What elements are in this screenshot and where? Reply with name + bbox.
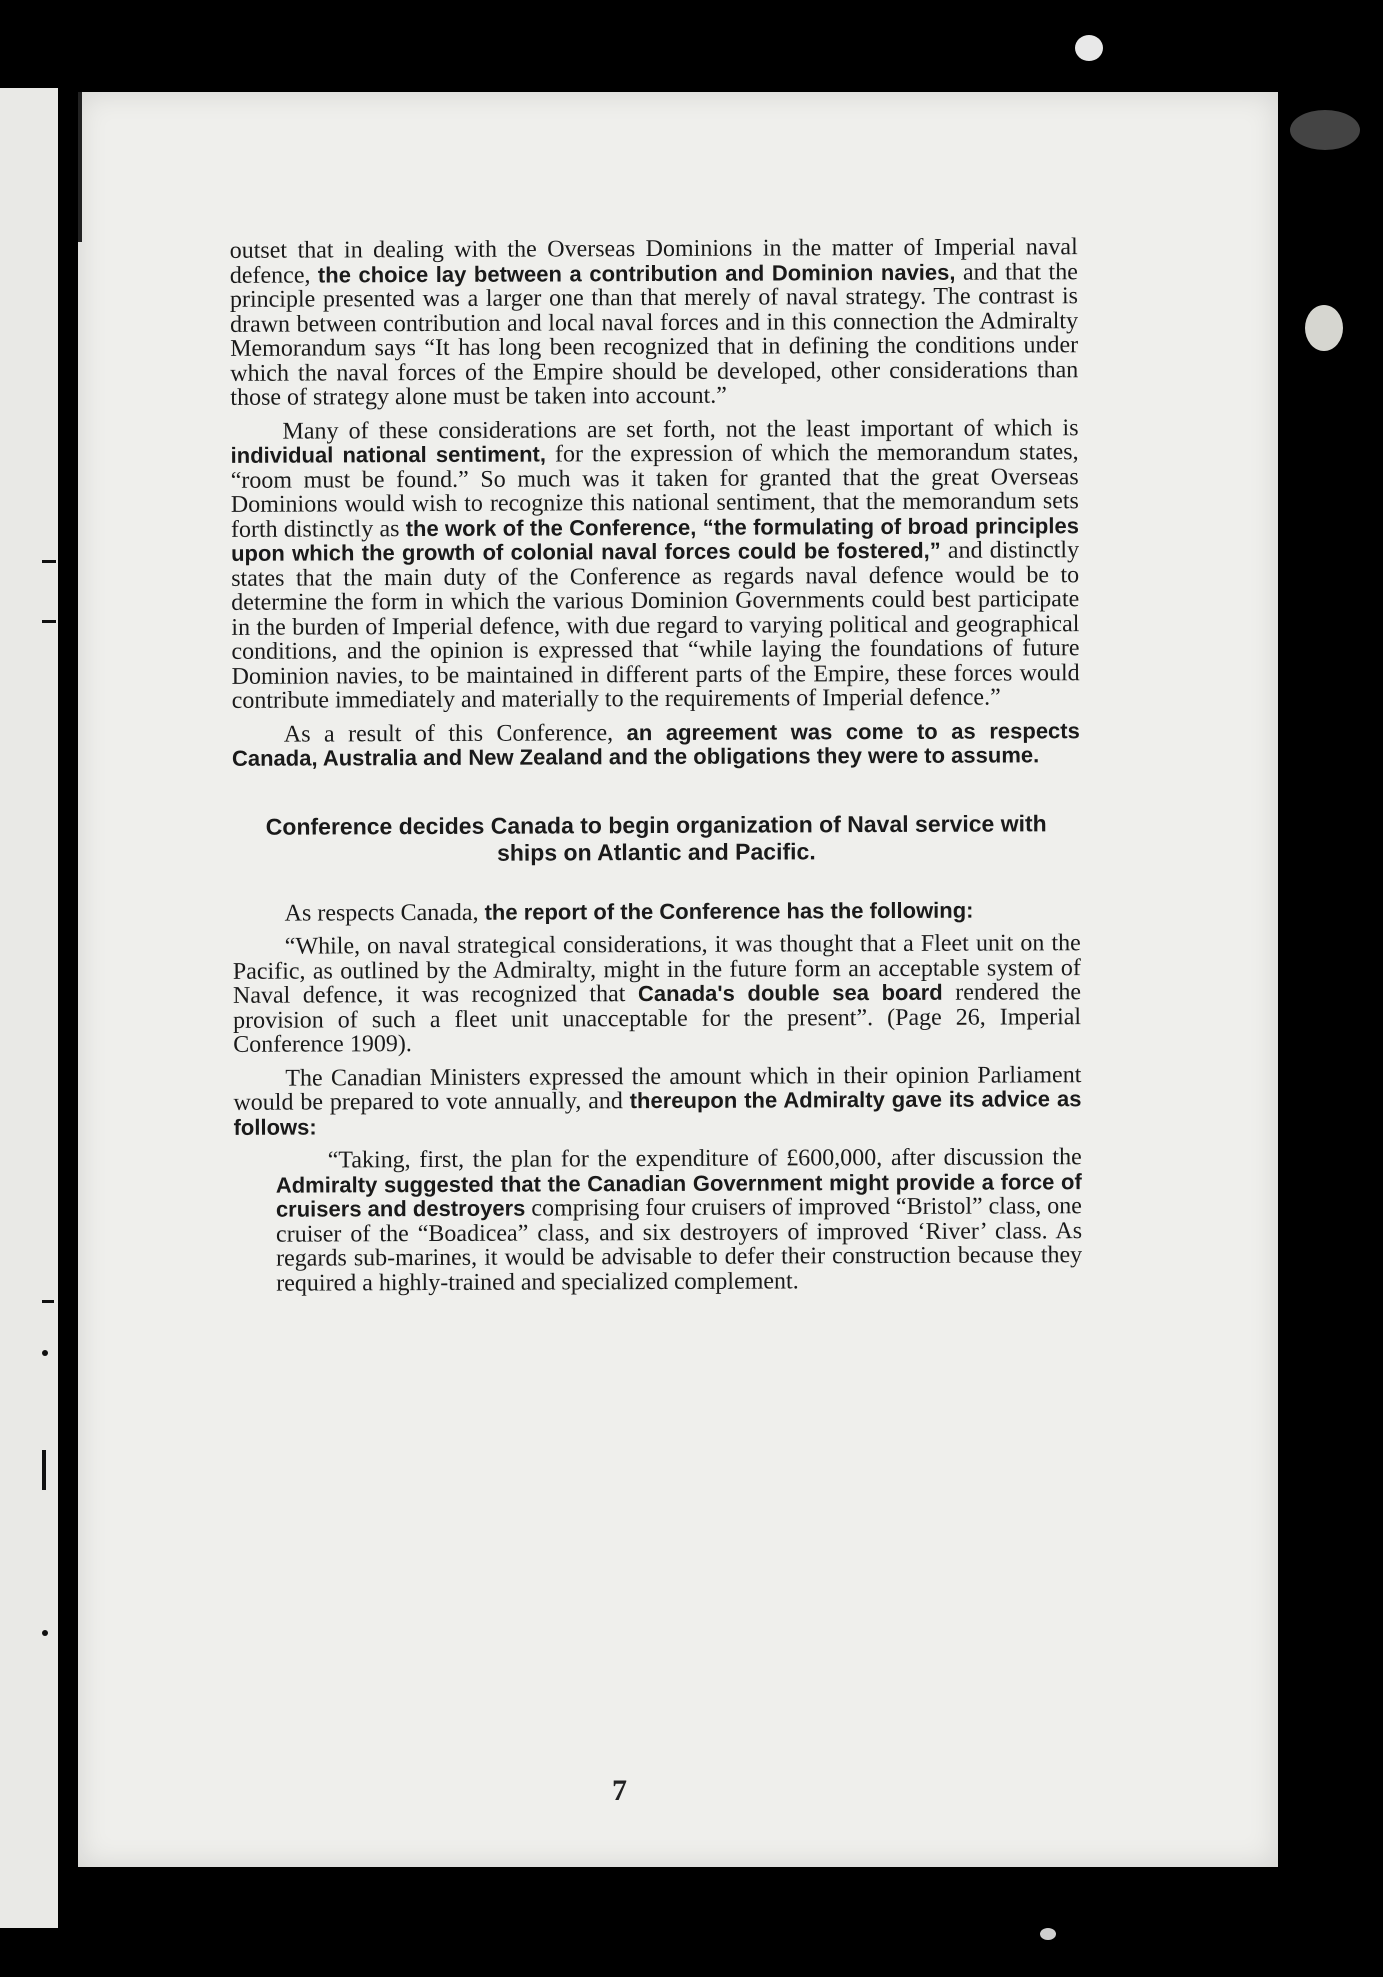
previous-page-edge (0, 88, 58, 1928)
scan-speck (1305, 305, 1343, 351)
paragraph (230, 235, 1079, 410)
page-number: 7 (612, 1774, 627, 1807)
paragraph (233, 898, 1081, 926)
bold-text-segment: Admiralty suggested that the Canadian Government might provide a force of cruisers and destroyers (275, 1168, 1082, 1222)
bold-text-segment: thereupon the Admiralty gave its advice as follows: (233, 1086, 1082, 1140)
paragraph (230, 416, 1079, 714)
bold-text-segment: Canada's double sea board (637, 979, 943, 1007)
page-edge-shadow (78, 92, 82, 242)
scan-speck (1075, 35, 1103, 61)
scan-speck (1040, 1928, 1056, 1940)
text-segment: for the expression of which the memorandum states, “room must be found.” So much was it taken for granted that the great Overseas Dominions would wish to recognize this national sentiment, that the memorandum sets forth distinctly as (230, 439, 1079, 543)
margin-tick-mark (42, 560, 56, 563)
bold-text-segment: the report of the Conference has the following: (484, 897, 974, 925)
paragraphs-before-heading (230, 235, 1080, 771)
scan-speck (1290, 110, 1360, 150)
text-segment: and that the principle presented was a larger one than that merely of naval strategy. The contrast is drawn between contribution and local naval forces and in this connection the Admiralty Memorandum says “It has long been recognized that in defining the conditions under which the naval forces of the Empire should be developed, other considerations than those of strategy alone must be taken into account.” (229, 258, 1079, 411)
text-segment: comprising four cruisers of improved “Bristol” class, one cruiser of the “Boadicea” class, and six destroyers of improved ‘River’ class. As regards sub-marines, it would be advisable to defer their construction because they required a highly-trained and specialized complement. (275, 1193, 1083, 1297)
bold-text-segment: an agreement was come to as respects Canada, Australia and New Zealand and the obligations they were to assume. (231, 717, 1080, 771)
margin-tick-mark (42, 1630, 48, 1636)
paragraph (233, 931, 1082, 1057)
bold-text-segment: individual national sentiment, (230, 441, 546, 468)
margin-tick-mark (42, 620, 56, 623)
section-heading: Conference decides Canada to begin organization of Naval service with ships on Atlantic and Pacific. (265, 809, 1047, 866)
margin-tick-mark (42, 1450, 46, 1490)
document-text (230, 235, 1083, 1305)
text-segment: outset that in dealing with the Overseas Dominions in the matter of Imperial naval defence, (229, 234, 1078, 289)
text-segment: The Canadian Ministers expressed the amount which in their opinion Parliament would be prepared to vote annually, and (233, 1061, 1082, 1116)
bold-text-segment: the choice lay between a contribution and Dominion navies, (317, 259, 956, 287)
text-segment: “Taking, first, the plan for the expenditure of £600,000, after discussion the (327, 1144, 1082, 1174)
paragraphs-after-heading (233, 898, 1083, 1296)
bold-text-segment: the work of the Conference, “the formulating of broad principles upon which the growth of colonial naval forces could be fostered,” (230, 512, 1079, 566)
text-segment: Many of these considerations are set forth, not the least important of which is (282, 414, 1079, 445)
text-segment: “While, on naval strategical considerations, it was thought that a Fleet unit on the Pacific, as outlined by the Admiralty, might in the future form an acceptable system of Naval defence, it was recognized that (232, 930, 1081, 1009)
text-segment: As a result of this Conference, (283, 719, 627, 748)
paragraph (232, 719, 1080, 772)
margin-tick-mark (42, 1350, 48, 1356)
paragraph (276, 1145, 1083, 1296)
margin-tick-mark (42, 1300, 54, 1303)
text-segment: rendered the provision of such a fleet unit unacceptable for the present”. (Page 26, Imperial Conference 1909). (233, 979, 1082, 1058)
text-segment: As respects Canada, (284, 899, 485, 927)
paragraph (233, 1063, 1081, 1140)
text-segment: and distinctly states that the main duty of the Conference as regards naval defence would be to determine the form in which the various Dominion Governments could best participate in the burden of Imperial defence, with due regard to varying political and geographical conditions, and the opinion is expressed that “while laying the foundations of future Dominion navies, to be maintained in different parts of the Empire, these forces would contribute immediately and materially to the requirements of Imperial defence.” (231, 537, 1080, 714)
